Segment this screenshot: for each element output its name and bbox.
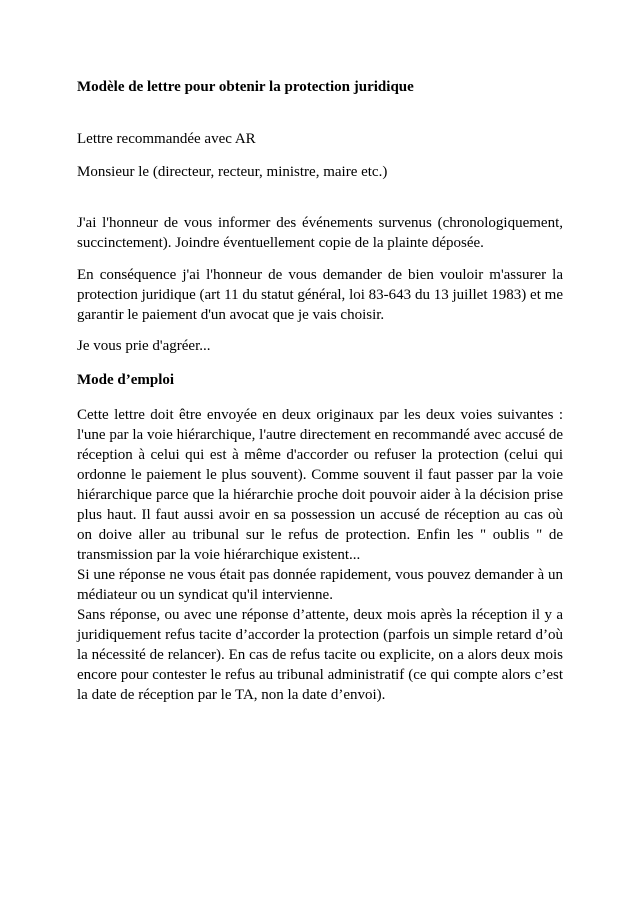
paragraph-events: J'ai l'honneur de vous informer des événements survenus (chronologiquement, succinctement). Joindre éventuellement copie de la plainte déposée.	[77, 215, 563, 251]
instructions-paragraph: Sans réponse, ou avec une réponse d’attente, deux mois après la réception il y a juridiquement refus tacite d’accorder la protection (parfois un simple retard d’où la nécessité de relancer). En cas de refus tacite ou explicite, on a alors deux mois encore pour contester le refus au tribunal administratif (ce qui compte alors c’est la date de réception par le TA, non la date d’envoi).	[77, 607, 563, 703]
instructions-block	[77, 405, 563, 705]
section-heading: Mode d’emploi	[77, 372, 175, 388]
document-title: Modèle de lettre pour obtenir la protection juridique	[77, 79, 414, 95]
delivery-line: Lettre recommandée avec AR	[77, 131, 256, 147]
closing-line: Je vous prie d'agréer...	[77, 338, 211, 354]
instructions-paragraph: Cette lettre doit être envoyée en deux originaux par les deux voies suivantes : l'une par la voie hiérarchique, l'autre directement en recommandé avec accusé de réception à celui qui est à même d'accorder ou refuser la protection (celui qui ordonne le paiement le plus souvent). Comme souvent il faut passer par la voie hiérarchique parce que la hiérarchie proche doit pouvoir aider à la décision prise plus haut. Il faut aussi avoir en sa possession un accusé de réception au cas où on doive aller au tribunal sur le refus de protection. Enfin les " oublis " de transmission par la voie hiérarchique existent...	[77, 407, 563, 563]
paragraph-request: En conséquence j'ai l'honneur de vous demander de bien vouloir m'assurer la protection juridique (art 11 du statut général, loi 83-643 du 13 juillet 1983) et me garantir le paiement d'un avocat que je vais choisir.	[77, 267, 563, 323]
instructions-paragraph: Si une réponse ne vous était pas donnée rapidement, vous pouvez demander à un médiateur ou un syndicat qu'il intervienne.	[77, 567, 563, 603]
salutation-line: Monsieur le (directeur, recteur, ministre, maire etc.)	[77, 164, 388, 180]
